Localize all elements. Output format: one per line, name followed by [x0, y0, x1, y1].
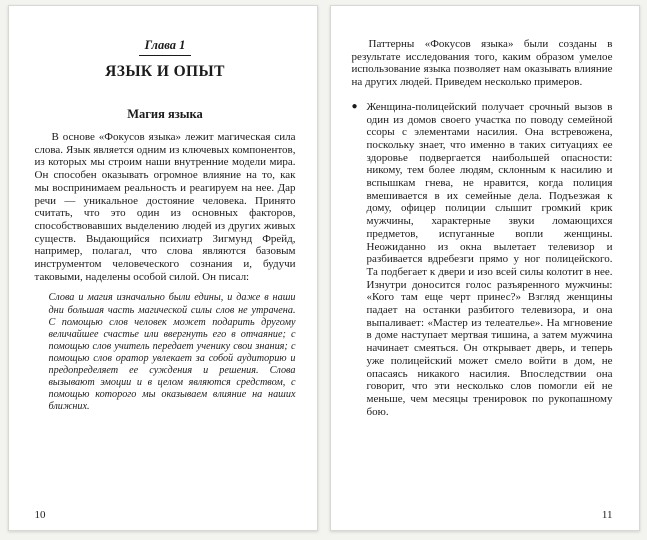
- right-page-content: [331, 6, 639, 530]
- chapter-label: Глава 1: [139, 38, 192, 56]
- quote-paragraph: Слова и магия изначально были едины, и даже в наши дни большая часть магической силы слов не утрачена. С помощью слов человек может подарить другому величайшее счастье или ввергнуть его в отчаяние; с помощью слов учитель передает ученику свои знания; с помощью слов оратор увлекает за собой аудиторию и предопределяет ее суждения и решения. Слова вызывают эмоции и в целом являются средством, с помощью которого мы оказываем влияние на наших ближних.: [48, 292, 296, 413]
- page-number-left: 10: [34, 509, 46, 521]
- chapter-title: ЯЗЫК И ОПЫТ: [105, 63, 225, 80]
- page-number-right: 11: [601, 509, 613, 521]
- left-page: [8, 5, 318, 531]
- body-paragraph: В основе «Фокусов языка» лежит магическая сила слова. Язык является одним из ключевых компонентов, из которых мы строим наши внутренние модели мира. Он способен оказывать огромное влияние на то, как мы воспринимаем реальность и реагируем на нее. Дар речи — уникальное достояние человека. Принято считать, что это один из основных факторов, способствовавших выделению людей из других живых существ. Выдающийся психиатр Зигмунд Фрейд, например, полагал, что слова являются базовым инструментом человеческого сознания и, будучи таковыми, наделены особой силой. Он писал:: [34, 131, 296, 283]
- bullet-icon: ●: [351, 100, 358, 112]
- bullet-paragraph: Женщина-полицейский получает срочный вызов в один из домов своего участка по поводу семейной ссоры с элементами насилия. Она встревожена, поскольку знает, что именно в таких ситуациях ее здоровье подвергается наибольшей опасности: никому, тем более людям, склонным к насилию и вспышкам гнева, не нравится, когда полиция вмешивается в их семейные дела. Подъезжая к дому, офицер полиции слышит громкий крик мужчины, характерные звуки ломающихся предметов, испуганные вопли женщины. Неожиданно из окна вылетает телевизор и разбивается вдребезги прямо у ног полицейского. Та подбегает к двери и изо всей силы колотит в нее. Изнутри доносится голос разъяренного мужчины: «Кого там еще черт принес?» Взгляд женщины падает на останки разбитого телевизора, и она выпаливает: «Мастер из телеателье». На мгновение в доме наступает мертвая тишина, а затем мужчина начинает смеяться. Он открывает дверь, и теперь уже полицейский может смело войти в дом, не опасаясь никакого насилия. Впоследствии она говорит, что эти несколько слов помогли ей не меньше, чем месяцы тренировок по рукопашному бою.: [366, 100, 613, 418]
- intro-paragraph: Паттерны «Фокусов языка» были созданы в результате исследования того, каким образом умелое использование языка позволяет нам оказывать влияние на других людей. Приведем несколько примеров.: [351, 38, 613, 89]
- section-title: Магия языка: [127, 107, 203, 121]
- right-page: [330, 5, 640, 531]
- bullet-item: [352, 101, 613, 419]
- left-page-content: [9, 6, 317, 530]
- chapter-header: [35, 36, 296, 81]
